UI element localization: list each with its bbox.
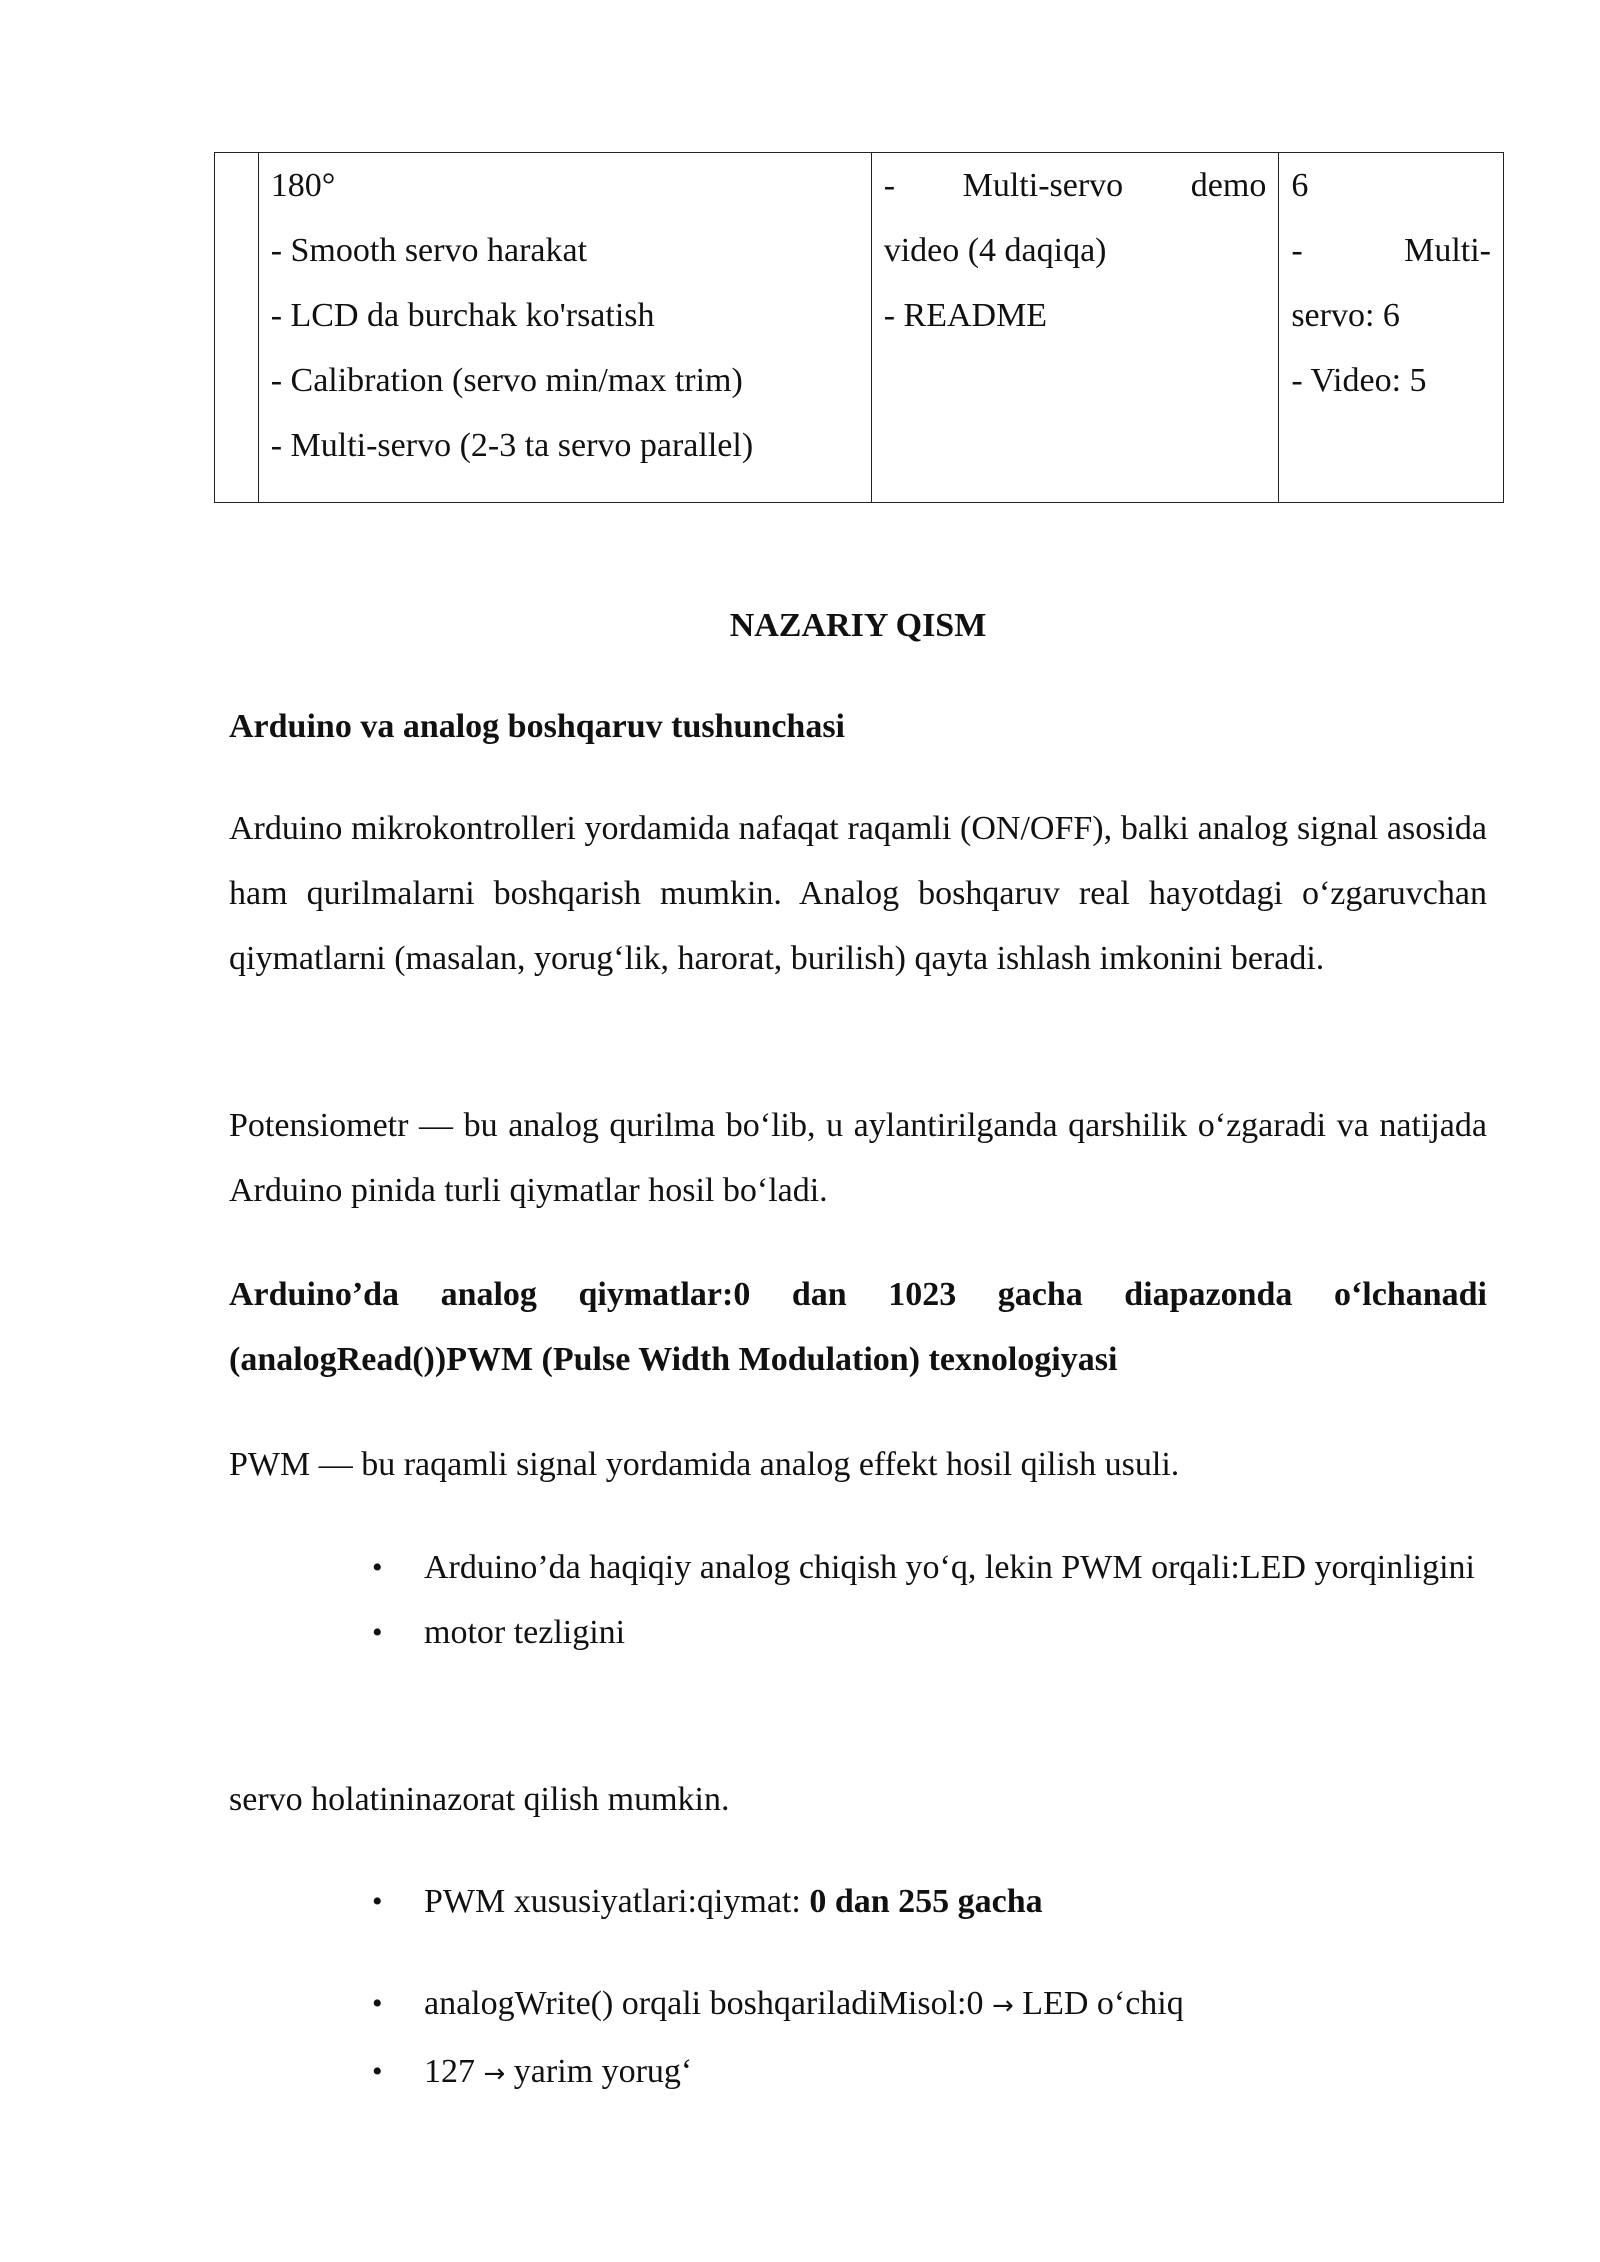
- heading-analog-values-pwm: Arduino’da analog qiymatlar:0 dan 1023 gacha diapazonda o‘lchanadi (analogRead())PWM (Pulse Width Modulation) texnologiyasi: [229, 1276, 1487, 1378]
- heading-analog-control: Arduino va analog boshqaruv tushunchasi: [229, 708, 846, 745]
- list-item: [370, 1600, 1487, 1665]
- list-item-text: 127: [424, 2053, 484, 2090]
- list-item-text: Arduino’da haqiqiy analog chiqish yo‘q, lekin PWM orqali:LED yorqinligini: [424, 1549, 1475, 1586]
- list-item: [370, 1535, 1487, 1600]
- list-item-text: LED o‘chiq: [1013, 1985, 1184, 2022]
- bullet-icon: •: [372, 1885, 383, 1918]
- paragraph-analog-intro: Arduino mikrokontrolleri yordamida nafaqat raqamli (ON/OFF), balki analog signal asosida ham qurilmalarni boshqarish mumkin. Analog boshqaruv real hayotdagi o‘zgaruvchan qiymatlarni (masalan, yorug‘lik, harorat, burilish) qayta ishlash imkonini beradi.: [229, 810, 1487, 977]
- paragraph-servo-control: servo holatininazorat qilish mumkin.: [229, 1781, 730, 1818]
- bullet-icon: •: [372, 1616, 383, 1649]
- paragraph-potentiometer: Potensiometr — bu analog qurilma bo‘lib, u aylantirilganda qarshilik o‘zgaradi va natijada Arduino pinida turli qiymatlar hosil bo‘ladi.: [229, 1107, 1487, 1209]
- table-cell-scores: [1279, 153, 1504, 503]
- cell-line: - Smooth servo harakat: [270, 232, 588, 269]
- cell-line: [884, 153, 1267, 218]
- list-item-bold-text: 0 dan 255 gacha: [809, 1883, 1043, 1920]
- word: -: [1291, 232, 1303, 269]
- word: Multi-: [1404, 232, 1491, 269]
- bullet-icon: •: [372, 2055, 383, 2088]
- table-cell-deliverables: [871, 153, 1279, 503]
- cell-line: [1291, 218, 1491, 283]
- cell-line: 6: [1291, 167, 1309, 204]
- list-item: [370, 2039, 1487, 2107]
- cell-line: servo: 6: [1291, 297, 1400, 334]
- cell-line: 180°: [270, 167, 336, 204]
- cell-line: - Video: 5: [1291, 362, 1427, 399]
- list-item-text: PWM xususiyatlari:qiymat:: [424, 1883, 810, 1920]
- cell-line: - LCD da burchak ko'rsatish: [270, 297, 655, 334]
- pwm-examples-list: [370, 1971, 1487, 2107]
- list-item-text: yarim yorug‘: [505, 2053, 693, 2090]
- section-title: NAZARIY QISM: [729, 607, 987, 644]
- word: -: [883, 167, 896, 204]
- list-item-text: analogWrite() orqali boshqariladiMisol:0: [424, 1985, 992, 2022]
- arrow-right-icon: →: [483, 2059, 506, 2089]
- pwm-uses-list: [370, 1535, 1487, 1665]
- table-row: [215, 153, 1504, 503]
- bullet-icon: •: [372, 1551, 383, 1584]
- cell-line: - Multi-servo (2-3 ta servo parallel): [270, 427, 754, 464]
- cell-line: - README: [883, 297, 1048, 334]
- word: demo: [1190, 167, 1267, 204]
- table-cell-features: [258, 153, 871, 503]
- list-item-text: motor tezligini: [424, 1614, 626, 1651]
- list-item: [370, 1971, 1487, 2039]
- paragraph-pwm-definition: PWM — bu raqamli signal yordamida analog effekt hosil qilish usuli.: [229, 1446, 1180, 1483]
- bullet-icon: •: [372, 1987, 383, 2020]
- pwm-properties-list: [370, 1869, 1487, 1934]
- spec-table: [214, 152, 1504, 503]
- table-cell-empty: [215, 153, 259, 503]
- word: Multi-servo: [962, 167, 1124, 204]
- list-item: [370, 1869, 1487, 1934]
- cell-line: - Calibration (servo min/max trim): [270, 362, 743, 399]
- cell-line: video (4 daqiqa): [883, 232, 1107, 269]
- arrow-right-icon: →: [992, 1991, 1014, 2021]
